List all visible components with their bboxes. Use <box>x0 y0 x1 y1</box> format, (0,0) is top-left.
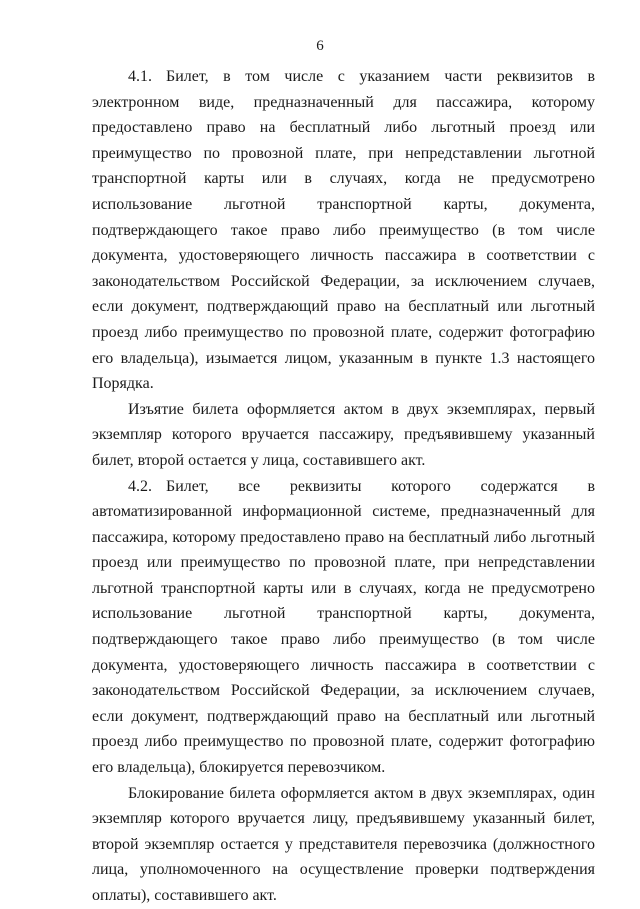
paragraph-number: 4.1. <box>128 68 152 85</box>
page-number: 6 <box>316 38 324 54</box>
paragraph-text: Изъятие билета оформляется актом в двух экземплярах, первый экземпляр которого вручается пассажиру, предъявившему указанный билет, второй остается у лица, составившего акт. <box>92 400 595 469</box>
document-body <box>92 64 595 909</box>
paragraph-4-2 <box>92 474 595 781</box>
paragraph-text: Блокирование билета оформляется актом в двух экземплярах, один экземпляр которого вручается лицу, предъявившему указанный билет, второй экземпляр остается у представителя перевозчика (должностного лица, уполномоченного на осуществление проверки подтверждения оплаты), составившего акт. <box>92 784 595 904</box>
paragraph-4-1 <box>92 64 595 397</box>
paragraph-seizure-act <box>92 397 595 474</box>
paragraph-number: 4.2. <box>128 477 152 495</box>
paragraph-blocking-act <box>92 781 595 909</box>
paragraph-text: Билет, все реквизиты которого содержатся в автоматизированной информационной системе, предназначенный для пассажира, которому предоставлено право на бесплатный либо льготный проезд или преимущество по провозной плате, при непредставлении льготной транспортной карты или в случаях, когда не предусмотрено использование льготной транспортной карты, документа, подтверждающего такое право либо преимущество (в том числе документа, удостоверяющего личность пассажира в соответствии с законодательством Российской Федерации, за исключением случаев, если документ, подтверждающий право на бесплатный или льготный проезд либо преимущество по провозной плате, содержит фотографию его владельца), блокируется перевозчиком. <box>92 477 595 777</box>
paragraph-text: Билет, в том числе с указанием части реквизитов в электронном виде, предназначенный для пассажира, которому предоставлено право на бесплатный либо льготный проезд или преимущество по провозной плате, при непредставлении льготной транспортной карты или в случаях, когда не предусмотрено использование льготной транспортной карты, документа, подтверждающего такое право либо преимущество (в том числе документа, удостоверяющего личность пассажира в соответствии с законодательством Российской Федерации, за исключением случаев, если документ, подтверждающий право на бесплатный или льготный проезд либо преимущество по провозной плате, содержит фотографию его владельца), изымается лицом, указанным в пункте 1.3 настоящего Порядка. <box>92 68 595 393</box>
